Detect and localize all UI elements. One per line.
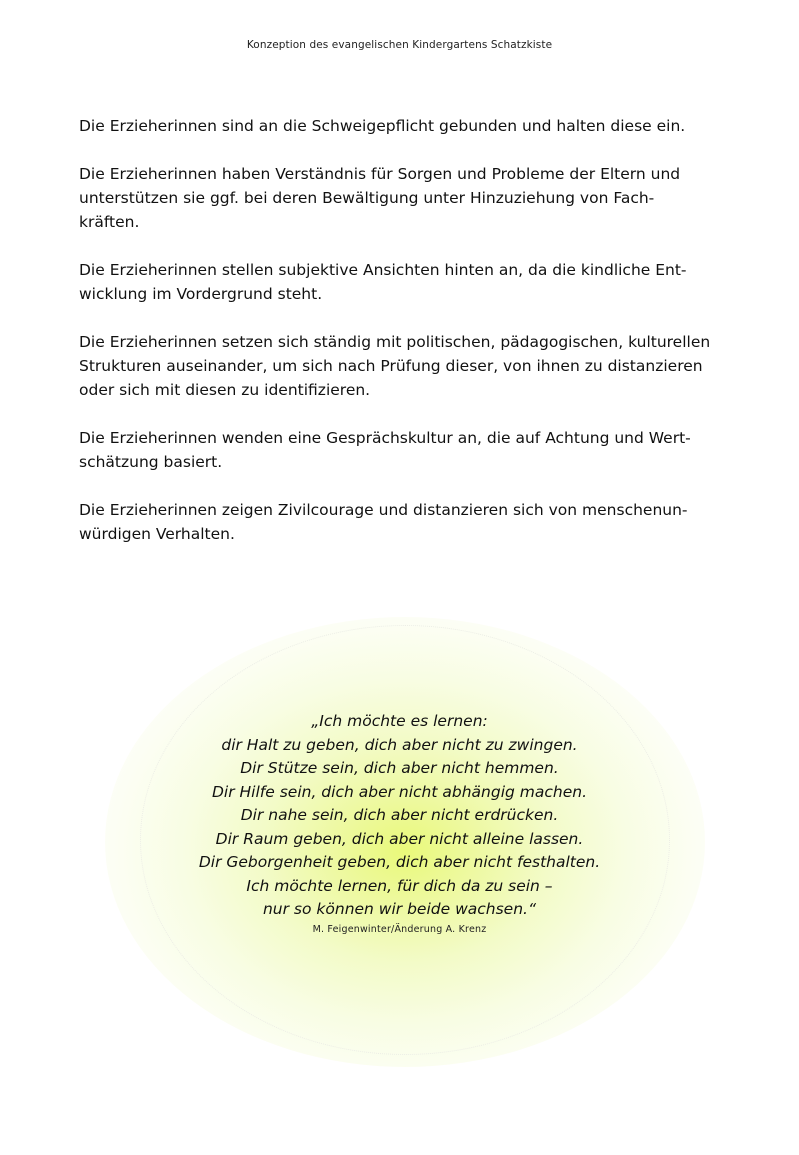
text-line: schätzung basiert. xyxy=(79,453,223,471)
poem-line: Dir nahe sein, dich aber nicht erdrücken. xyxy=(240,806,559,824)
poem-line: „Ich möchte es lernen: xyxy=(311,712,488,730)
paragraph-civil-courage xyxy=(79,498,739,546)
paragraph-parents-support xyxy=(79,162,739,234)
text-line: wicklung im Vordergrund steht. xyxy=(79,285,323,303)
text-line: Die Erzieherinnen wenden eine Gesprächskultur an, die auf Achtung und Wert- xyxy=(79,429,691,447)
poem-line: Dir Stütze sein, dich aber nicht hemmen. xyxy=(240,759,559,777)
poem-line: nur so können wir beide wachsen.“ xyxy=(262,900,536,918)
text-line: Die Erzieherinnen haben Verständnis für Sorgen und Probleme der Eltern und xyxy=(79,165,681,183)
text-line: Die Erzieherinnen setzen sich ständig mit politischen, pädagogischen, kulturellen xyxy=(79,333,711,351)
text-line: unterstützen sie ggf. bei deren Bewältigung unter Hinzuziehung von Fach- xyxy=(79,189,655,207)
poem-line: Dir Raum geben, dich aber nicht alleine lassen. xyxy=(215,829,584,848)
poem-attribution: M. Feigenwinter/Änderung A. Krenz xyxy=(312,924,487,935)
text-line: Strukturen auseinander, um sich nach Prüfung dieser, von ihnen zu distanzieren xyxy=(79,357,703,375)
poem-line: Ich möchte lernen, für dich da zu sein – xyxy=(246,876,553,895)
paragraph-conversation-culture xyxy=(79,426,739,474)
poem-line: Dir Geborgenheit geben, dich aber nicht festhalten. xyxy=(198,853,601,871)
text-line: kräften. xyxy=(79,213,140,231)
text-line: Die Erzieherinnen stellen subjektive Ansichten hinten an, da die kindliche Ent- xyxy=(79,261,687,279)
poem-line: Dir Hilfe sein, dich aber nicht abhängig machen. xyxy=(211,782,588,801)
page-header: Konzeption des evangelischen Kindergartens Schatzkiste xyxy=(246,39,553,51)
paragraph-structures xyxy=(79,330,739,402)
body-text xyxy=(79,114,739,570)
text-line: oder sich mit diesen zu identifizieren. xyxy=(79,381,371,399)
paragraph-subjective-views xyxy=(79,258,739,306)
text-line: Die Erzieherinnen zeigen Zivilcourage und distanzieren sich von menschenun- xyxy=(79,501,688,519)
poem-line: dir Halt zu geben, dich aber nicht zu zwingen. xyxy=(221,735,578,754)
text-line: Die Erzieherinnen sind an die Schweigepflicht gebunden und halten diese ein. xyxy=(79,117,686,135)
paragraph-confidentiality xyxy=(79,114,739,138)
text-line: würdigen Verhalten. xyxy=(79,525,235,543)
poem-quote xyxy=(0,710,799,922)
